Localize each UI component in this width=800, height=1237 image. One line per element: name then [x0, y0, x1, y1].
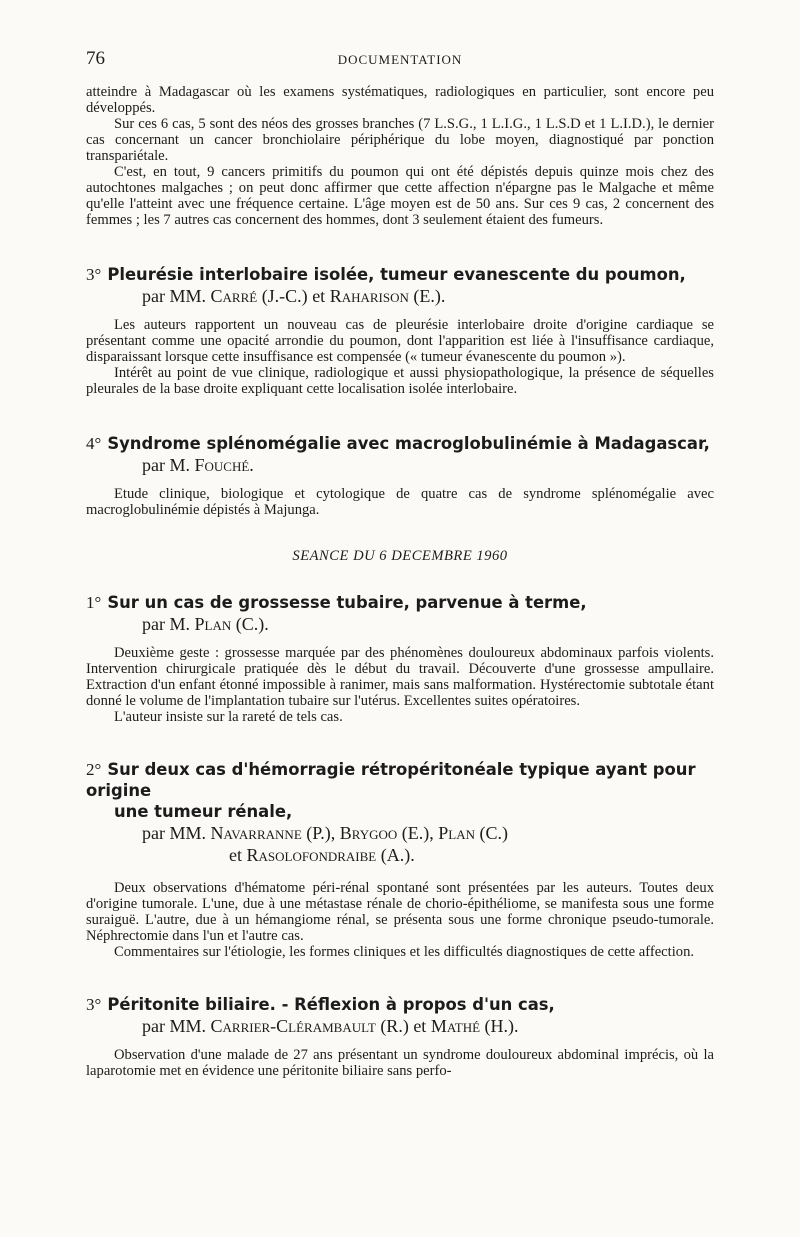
- author-name: Carré: [210, 286, 258, 306]
- author-name: Plan: [438, 823, 476, 843]
- paragraph: Deuxième geste : grossesse marquée par des phénomènes douloureux abdominaux parfois violents. Intervention chirurgicale pratiquée dès le début du travail. Découverte d'une grossesse ampullaire. Extraction d'un enfant étonné impossible à ranimer, mais sans malformation. Hystérectomie subtotale étant donné le volume de l'implantation tubaire sur l'utérus. Excellentes suites opératoires.: [86, 645, 714, 709]
- paragraph: Commentaires sur l'étiologie, les formes cliniques et les difficultés diagnostiques de cette affection.: [114, 944, 695, 960]
- section-number: 4°: [86, 434, 102, 453]
- authors-prefix: par MM.: [142, 286, 206, 306]
- authors-line: [86, 613, 714, 635]
- section-number: 3°: [86, 265, 102, 284]
- paragraph: atteindre à Madagascar où les examens systématiques, radiologiques en particulier, sont encore peu développés.: [86, 84, 714, 116]
- author-initials: (J.-C.): [261, 286, 308, 306]
- section-title: [86, 994, 714, 1015]
- author-name: Fouché.: [194, 455, 254, 475]
- conjunction: et: [413, 1016, 427, 1036]
- section-title-text: Péritonite biliaire. - Réflexion à propos d'un cas,: [107, 995, 555, 1014]
- author-initials: (E.),: [401, 823, 434, 843]
- paragraph: Les auteurs rapportent un nouveau cas de pleurésie interlobaire droite d'origine cardiaque se présentant comme une opacité arrondie du poumon, dont l'apparition est liée à l'insuffisance cardiaque, disparaissant lorsque cette insuffisance est compensée (« tumeur évanescente du poumon »).: [86, 317, 714, 365]
- paragraph: Intérêt au point de vue clinique, radiologique et aussi physiopathologique, la présence de séquelles pleurales de la base droite expliquant cette localisation isolée interlobaire.: [86, 365, 714, 397]
- section-number: 2°: [86, 760, 102, 779]
- section-splenomegalie: [86, 433, 714, 518]
- author-name: Raharison: [329, 286, 409, 306]
- author-initials: (A.).: [380, 845, 415, 865]
- conjunction: et: [312, 286, 326, 306]
- author-name: Plan: [194, 614, 232, 634]
- author-name: Brygoo: [339, 823, 398, 843]
- authors-line: [86, 285, 714, 307]
- running-title: DOCUMENTATION: [337, 52, 463, 67]
- running-head: [86, 44, 714, 74]
- authors-line: [86, 454, 714, 476]
- section-title-continuation: une tumeur rénale,: [114, 802, 293, 821]
- paragraph: L'auteur insiste sur la rareté de tels cas.: [114, 709, 343, 725]
- authors-prefix: par M.: [142, 455, 190, 475]
- paragraph: Etude clinique, biologique et cytologique de quatre cas de syndrome splénomégalie avec macroglobulinémie dépistés à Majunga.: [86, 486, 714, 518]
- author-name: Mathé: [430, 1016, 481, 1036]
- paragraph: Sur ces 6 cas, 5 sont des néos des grosses branches (7 L.S.G., 1 L.I.G., 1 L.S.D et 1 L.I.D.), le dernier cas concernant un cancer bronchiolaire périphérique du lobe moyen, diagnostiqué par ponction transpariétale.: [86, 116, 714, 164]
- section-title: [86, 592, 714, 613]
- section-title: [86, 759, 714, 822]
- section-number: 3°: [86, 995, 102, 1014]
- section-title-text: Pleurésie interlobaire isolée, tumeur evanescente du poumon,: [107, 265, 686, 284]
- authors-prefix: par MM.: [142, 823, 206, 843]
- author-name: Rasolofondraibe: [246, 845, 377, 865]
- authors-line: [86, 822, 714, 866]
- section-title-text: Sur deux cas d'hémorragie rétropéritonéale typique ayant pour origine: [86, 760, 696, 800]
- paragraph: Observation d'une malade de 27 ans présentant un syndrome douloureux abdominal imprécis, où la laparotomie met en évidence une péritonite biliaire sans perfo-: [86, 1047, 714, 1079]
- conjunction: et: [229, 845, 242, 865]
- section-hemorragie: [86, 759, 714, 960]
- page-number: 76: [86, 48, 105, 69]
- authors-line: [86, 1015, 714, 1037]
- author-initials: (H.).: [484, 1016, 519, 1036]
- section-peritonite: [86, 994, 714, 1079]
- author-initials: (P.),: [306, 823, 336, 843]
- section-title: [86, 433, 714, 454]
- authors-line-2: [142, 844, 714, 866]
- author-initials: (C.).: [235, 614, 269, 634]
- author-initials: (E.).: [413, 286, 446, 306]
- author-name: Navarranne: [210, 823, 302, 843]
- section-title: [86, 264, 714, 285]
- paragraph: Deux observations d'hématome péri-rénal spontané sont présentées par les auteurs. Toutes deux d'origine tumorale. L'une, due à une métastase rénale de chorio-épithéliome, se manifesta sous une forme suraiguë. L'autre, due à un hémangiome rénal, se présenta sous une forme chronique pseudo-tumorale. Néphrectomie dans l'un et l'autre cas.: [86, 880, 714, 944]
- section-number: 1°: [86, 593, 102, 612]
- intro-text: [86, 84, 714, 228]
- section-title-text: Sur un cas de grossesse tubaire, parvenue à terme,: [107, 593, 587, 612]
- authors-prefix: par M.: [142, 614, 190, 634]
- paragraph: C'est, en tout, 9 cancers primitifs du poumon qui ont été dépistés depuis quinze mois chez des autochtones malgaches ; on peut donc affirmer que cette affection n'épargne pas le Malgache et même qu'elle l'atteint avec une fréquence certaine. L'âge moyen est de 50 ans. Sur ces 9 cas, 2 concernent des femmes ; les 7 autres cas concernent des hommes, dont 3 seulement étaient des fumeurs.: [86, 164, 714, 228]
- section-grossesse: [86, 592, 714, 725]
- authors-prefix: par MM.: [142, 1016, 206, 1036]
- author-initials: (R.): [380, 1016, 409, 1036]
- author-name: Carrier-Clérambault: [210, 1016, 376, 1036]
- author-initials: (C.): [479, 823, 509, 843]
- seance-heading: SEANCE DU 6 DECEMBRE 1960: [292, 548, 508, 564]
- section-pleuresie: [86, 264, 714, 397]
- section-title-text: Syndrome splénomégalie avec macroglobulinémie à Madagascar,: [107, 434, 710, 453]
